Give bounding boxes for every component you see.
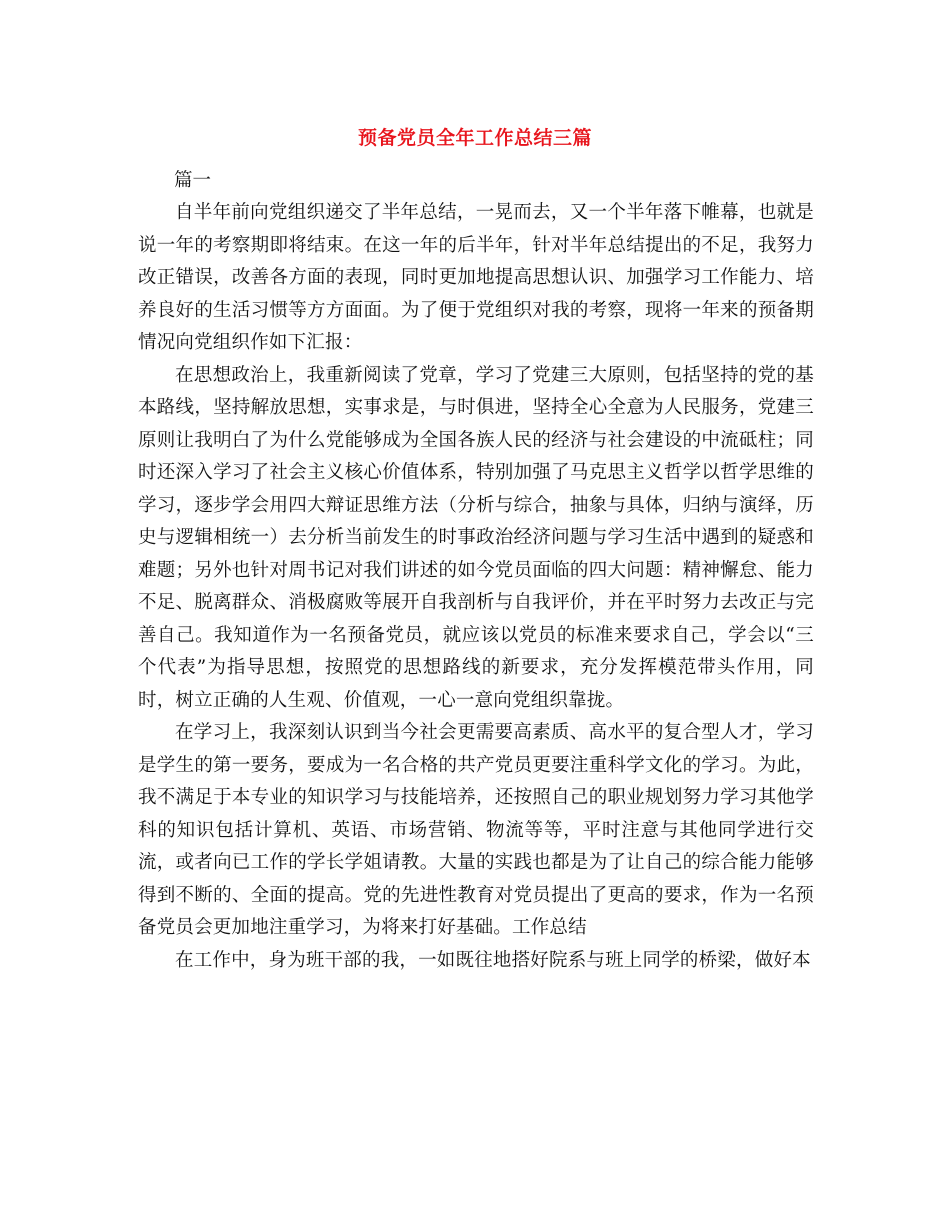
paragraph-political-thought: 在思想政治上，我重新阅读了党章，学习了党建三大原则，包括坚持的党的基本路线，坚持解放思想，实事求是，与时俱进，坚持全心全意为人民服务，党建三原则让我明白了为什么党能够成为全国各族人民的经济与社会建设的中流砥柱；同时还深入学习了社会主义核心价值体系，特别加强了马克思主义哲学以哲学思维的学习，逐步学会用四大辩证思维方法（分析与综合，抽象与具体，归纳与演绎，历史与逻辑相统一）去分析当前发生的时事政治经济问题与学习生活中遇到的疑惑和难题；另外也针对周书记对我们讲述的如今党员面临的四大问题：精神懈怠、能力不足、脱离群众、消极腐败等展开自我剖析与自我评价，并在平时努力去改正与完善自己。我知道作为一名预备党员，就应该以党员的标准来要求自己，学会以“三个代表”为指导思想，按照党的思想路线的新要求，充分发挥模范带头作用，同时，树立正确的人生观、价值观，一心一意向党组织靠拢。 [138, 364, 814, 711]
paragraph-study: 在学习上，我深刻认识到当今社会更需要高素质、高水平的复合型人才，学习是学生的第一要务，要成为一名合格的共产党员更要注重科学文化的学习。为此，我不满足于本专业的知识学习与技能培养，还按照自己的职业规划努力学习其他学科的知识包括计算机、英语、市场营销、物流等等，平时注意与其他同学进行交流，或者向已工作的学长学姐请教。大量的实践也都是为了让自己的综合能力能够得到不断的、全面的提高。党的先进性教育对党员提出了更高的要求，作为一名预备党员会更加地注重学习，为将来打好基础。工作总结 [138, 722, 814, 938]
document-title: 预备党员全年工作总结三篇 [357, 127, 592, 149]
paragraph-work: 在工作中，身为班干部的我，一如既往地搭好院系与班上同学的桥梁，做好本 [175, 949, 811, 971]
section-heading: 篇一 [174, 170, 212, 191]
paragraph-intro: 自半年前向党组织递交了半年总结，一晃而去，又一个半年落下帷幕，也就是说一年的考察期即将结束。在这一年的后半年，针对半年总结提出的不足，我努力改正错误，改善各方面的表现，同时更加地提高思想认识、加强学习工作能力、培养良好的生活习惯等方方面面。为了便于党组织对我的考察，现将一年来的预备期情况向党组织作如下汇报： [138, 202, 814, 353]
document-body [138, 164, 814, 977]
